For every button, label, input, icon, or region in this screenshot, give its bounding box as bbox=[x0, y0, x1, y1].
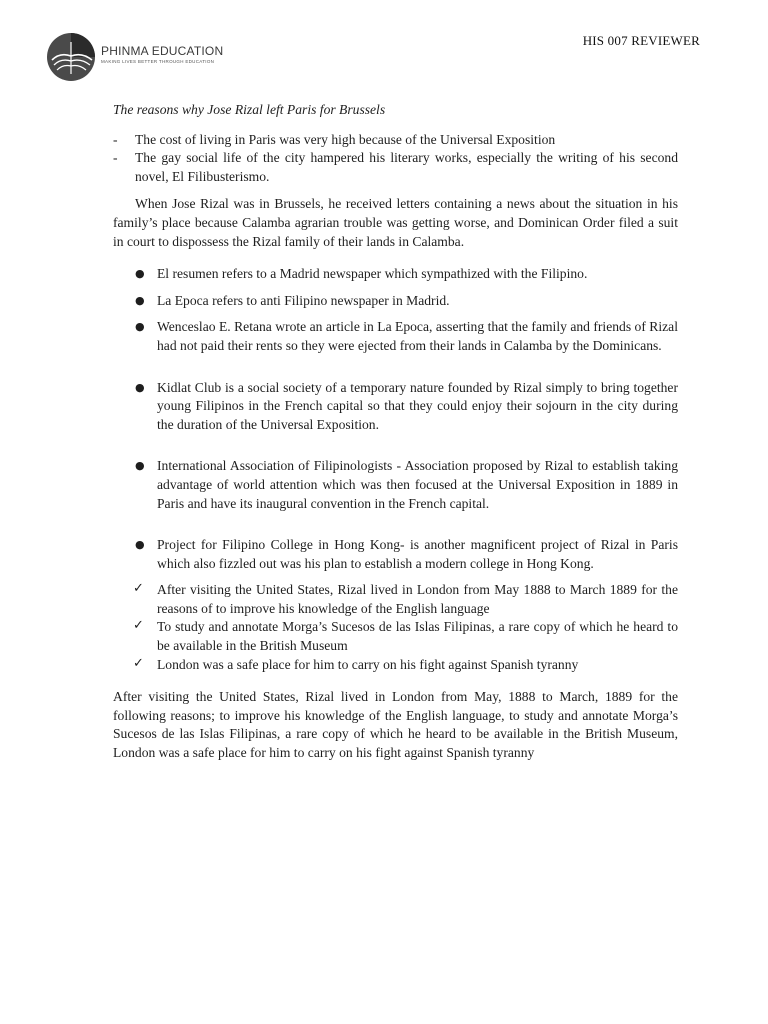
bullet-list-item bbox=[113, 536, 678, 573]
bullet-list-item bbox=[113, 318, 678, 355]
check-text: After visiting the United States, Rizal lived in London from May 1888 to March 1889 for the reasons of to improve his knowledge of the English language bbox=[157, 582, 678, 616]
bullet-icon: ● bbox=[135, 459, 145, 473]
bullet-icon: ● bbox=[135, 293, 145, 307]
bullet-icon: ● bbox=[135, 538, 145, 552]
phinma-logo bbox=[46, 30, 226, 86]
check-text: London was a safe place for him to carry on his fight against Spanish tyranny bbox=[157, 656, 579, 672]
page-header bbox=[0, 0, 768, 95]
bullet-icon: ● bbox=[135, 267, 145, 281]
dash-list-item: - The cost of living in Paris was very high because of the Universal Exposition bbox=[113, 131, 678, 150]
bullet-text: El resumen refers to a Madrid newspaper which sympathized with the Filipino. bbox=[157, 266, 588, 282]
bullet-text: Project for Filipino College in Hong Kong- is another magnificent project of Rizal in Paris which also fizzled out was his plan to establish a modern college in Hong Kong. bbox=[157, 537, 678, 571]
check-list-item bbox=[113, 581, 678, 618]
bullet-list-item bbox=[113, 457, 678, 513]
section-title: The reasons why Jose Rizal left Paris for Brussels bbox=[113, 102, 386, 117]
checkmark-icon: ✓ bbox=[133, 581, 144, 597]
london-check-list bbox=[113, 581, 678, 674]
brand-name: PHINMA EDUCATION bbox=[101, 44, 224, 58]
check-text: To study and annotate Morga’s Sucesos de las Islas Filipinas, a rare copy of which he heard to be available in the British Museum bbox=[157, 619, 678, 654]
checkmark-icon: ✓ bbox=[133, 618, 144, 634]
brussels-paragraph: When Jose Rizal was in Brussels, he received letters containing a news about the situation in his family’s place because Calamba agrarian trouble was getting worse, and Dominican Order filed a suit in court to dispossess the Rizal family of their lands in Calamba. bbox=[113, 196, 678, 249]
reasons-dash-list bbox=[113, 131, 678, 187]
bullet-text: La Epoca refers to anti Filipino newspaper in Madrid. bbox=[157, 292, 450, 308]
dash-list-item: - The gay social life of the city hampered his literary works, especially the writing of his second novel, El Filibusterismo. bbox=[113, 149, 678, 186]
bullet-list-item bbox=[113, 379, 678, 435]
london-paragraph: After visiting the United States, Rizal lived in London from May, 1888 to March, 1889 for the following reasons; to improve his knowledge of the English language, to study and annotate Morga’s Sucesos de las Islas Filipinas, a rare copy of which he heard to be available in the British Museum, London was a safe place for him to carry on his fight against Spanish tyranny bbox=[113, 689, 678, 761]
document-body bbox=[113, 101, 678, 763]
bullet-icon: ● bbox=[135, 320, 145, 334]
brand-tagline: MAKING LIVES BETTER THROUGH EDUCATION bbox=[101, 59, 215, 64]
bullet-list-item bbox=[113, 292, 678, 311]
bullet-text: Kidlat Club is a social society of a temporary nature founded by Rizal simply to bring together young Filipinos in the French capital so that they could enjoy their sojourn in the city during the duration of the Universal Exposition. bbox=[157, 379, 678, 432]
phinma-emblem-icon bbox=[46, 30, 98, 86]
checkmark-icon: ✓ bbox=[133, 655, 144, 671]
bullet-text: International Association of Filipinologists - Association proposed by Rizal to establish taking advantage of world attention which was then focused at the Universal Exposition in 1889 in Paris and have its inaugural convention in the French capital. bbox=[157, 458, 678, 511]
terms-bullet-list bbox=[113, 265, 678, 573]
check-list-item bbox=[113, 618, 678, 655]
bullet-icon: ● bbox=[135, 380, 145, 394]
check-list-item bbox=[113, 656, 678, 675]
document-label: HIS 007 REVIEWER bbox=[582, 33, 700, 48]
bullet-text: Wenceslao E. Retana wrote an article in La Epoca, asserting that the family and friends of Rizal had not paid their rents so they were ejected from their lands in Calamba by the Dominicans. bbox=[157, 319, 678, 353]
bullet-list-item bbox=[113, 265, 678, 284]
